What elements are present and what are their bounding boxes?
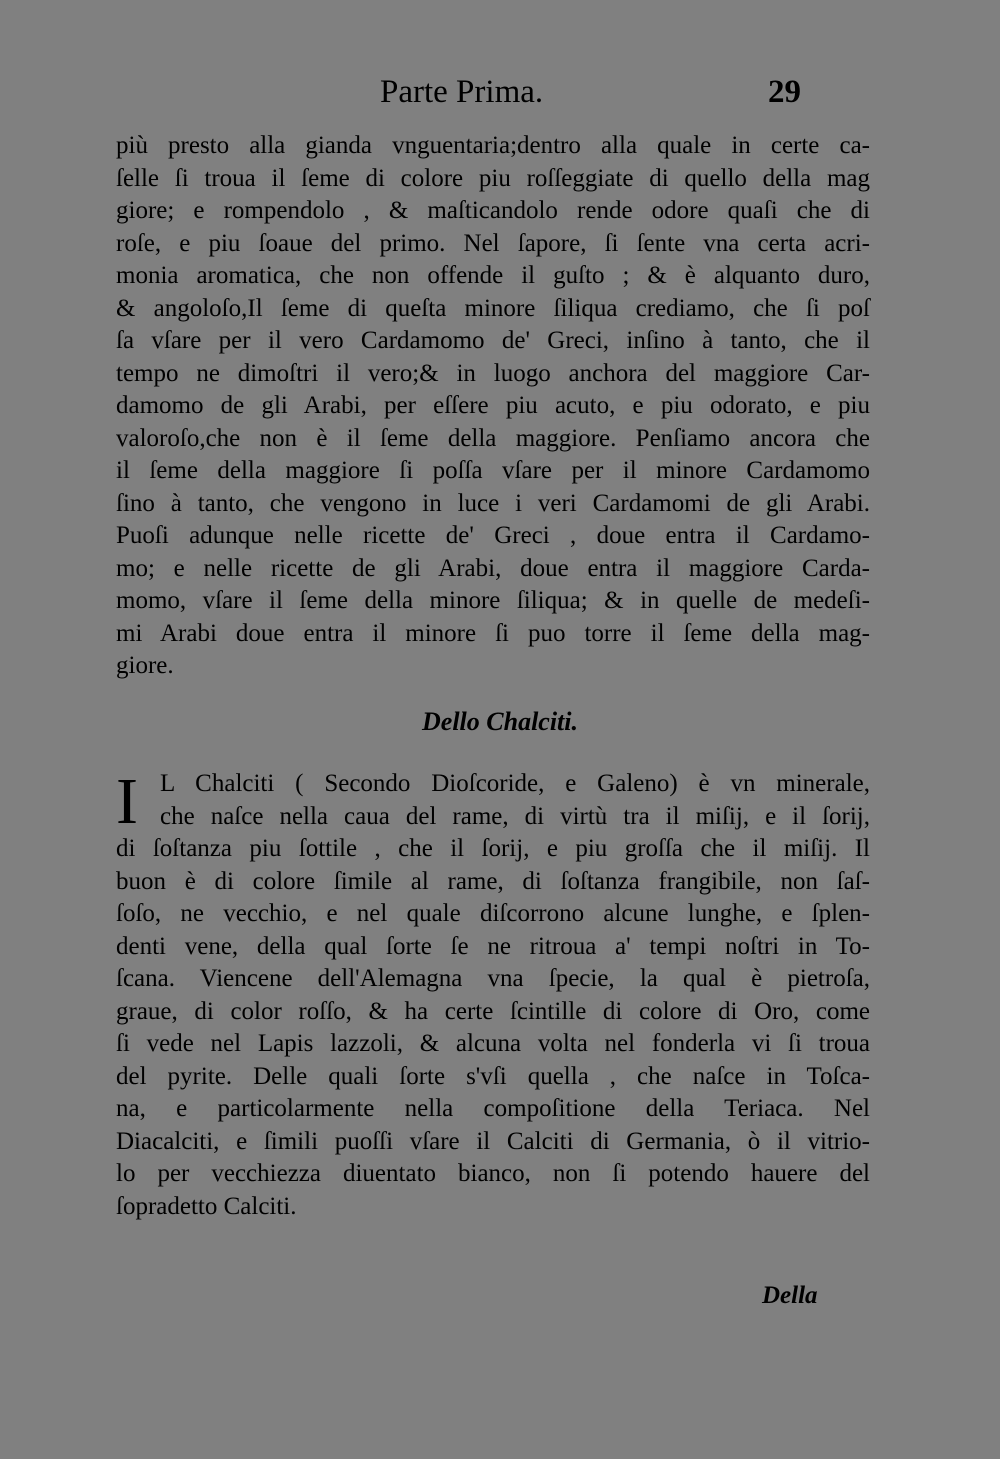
text-line: ſoſo, ne vecchio, e nel quale diſcorrono alcune lunghe, e ſplen- (116, 900, 870, 927)
text-line: na, e particolarmente nella compoſitione della Teriaca. Nel (116, 1095, 870, 1122)
text-line: che naſce nella caua del rame, di virtù tra il miſij, e il ſorij, (160, 802, 870, 830)
catchword: Della (762, 1282, 818, 1309)
text-line: il ſeme della maggiore ſi poſſa vſare per il minore Cardamomo (116, 457, 870, 484)
text-line: monia aromatica, che non offende il guſto ; & è alquanto duro, (116, 262, 870, 289)
text-line: di ſoſtanza piu ſottile , che il ſorij, e piu groſſa che il miſij. Il (116, 835, 870, 862)
text-line: damomo de gli Arabi, per eſſere piu acuto, e piu odorato, e piu (116, 392, 870, 419)
text-line: lo per vecchiezza diuentato bianco, non ſi potendo hauere del (116, 1160, 870, 1187)
text-line: roſe, e piu ſoaue del primo. Nel ſapore, ſi ſente vna certa acri- (116, 229, 870, 257)
text-line: buon è di colore ſimile al rame, di ſoſtanza frangibile, non ſaſ- (116, 867, 870, 895)
text-line: & angoloſo,Il ſeme di queſta minore ſiliqua crediamo, che ſi poſ (116, 294, 870, 322)
text-line: valoroſo,che non è il ſeme della maggiore. Penſiamo ancora che (116, 424, 870, 452)
text-line: giore; e rompendolo , & maſticandolo rende odore quaſi che di (116, 197, 870, 224)
text-line: ſa vſare per il vero Cardamomo de' Greci, inſino à tanto, che il (116, 327, 870, 354)
text-line: più presto alla gianda vnguentaria;dentro alla quale in certe ca- (116, 132, 870, 159)
paragraph-chalciti (116, 768, 870, 1223)
text-line: ſino à tanto, che vengono in luce i veri Cardamomi de gli Arabi. (116, 489, 870, 517)
text-line: graue, di color roſſo, & ha certe ſcintille di colore di Oro, come (116, 997, 870, 1025)
text-line: mo; e nelle ricette de gli Arabi, doue entra il maggiore Carda- (116, 554, 870, 582)
text-line: ſelle ſi troua il ſeme di colore piu roſſeggiate di quello della mag (116, 164, 870, 192)
paragraph-cardamomo (116, 130, 870, 683)
text-line: ſi vede nel Lapis lazzoli, & alcuna volta nel fonderla vi ſi troua (116, 1030, 870, 1057)
text-line: Diacalciti, e ſimili puoſſi vſare il Calciti di Germania, ò il vitrio- (116, 1127, 870, 1155)
text-line: denti vene, della qual ſorte ſe ne ritroua a' tempi noſtri in To- (116, 932, 870, 960)
drop-cap: I (116, 772, 138, 834)
text-line: momo, vſare il ſeme della minore ſiliqua; & in quelle de medeſi- (116, 587, 870, 614)
running-head-title: Parte Prima. (380, 74, 544, 110)
section-heading: Dello Chalciti. (422, 707, 578, 736)
text-line: ſcana. Viencene dell'Alemagna vna ſpecie, la qual è pietroſa, (116, 965, 870, 992)
text-line: giore. (116, 652, 174, 679)
running-head (0, 72, 1000, 116)
text-line: ſopradetto Calciti. (116, 1192, 297, 1220)
text-line: Puoſi adunque nelle ricette de' Greci , doue entra il Cardamo- (116, 522, 870, 549)
text-line: mi Arabi doue entra il minore ſi puo torre il ſeme della mag- (116, 619, 870, 647)
text-line: del pyrite. Delle quali ſorte s'vſi quella , che naſce in Toſca- (116, 1062, 870, 1090)
text-line: L Chalciti ( Secondo Dioſcoride, e Galeno) è vn minerale, (160, 770, 870, 797)
page-number: 29 (768, 74, 801, 110)
text-line: tempo ne dimoſtri il vero;& in luogo anchora del maggiore Car- (116, 359, 870, 387)
